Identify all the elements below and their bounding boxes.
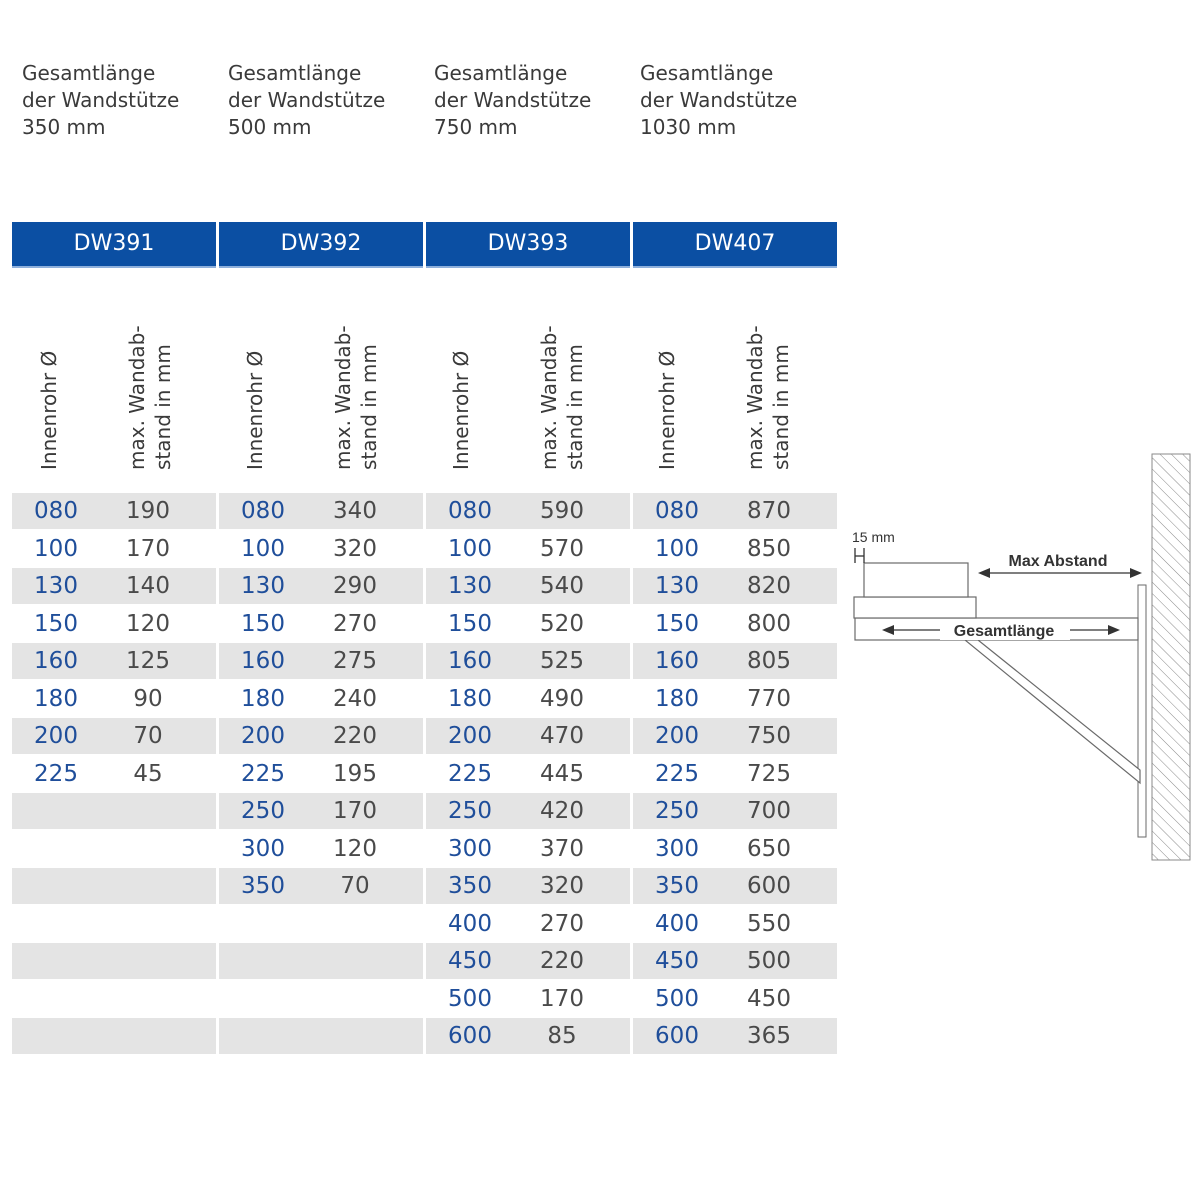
table-row: [12, 531, 216, 567]
diameter-cell: 600: [655, 1023, 699, 1049]
arrow-left-icon: [978, 568, 990, 578]
diameter-cell: 400: [655, 910, 699, 937]
distance-cell: 800: [747, 610, 791, 637]
distance-cell: 445: [540, 760, 584, 787]
diameter-cell: 200: [448, 723, 492, 749]
distance-cell: 600: [747, 873, 791, 899]
table-row: [12, 981, 216, 1017]
diameter-cell: 450: [655, 948, 699, 974]
label-diameter: Innenrohr Ø: [243, 350, 267, 470]
max-distance-label: Max Abstand: [1008, 553, 1108, 570]
diameter-cell: 200: [34, 723, 78, 749]
table-row: [12, 493, 216, 529]
label-distance: max. Wandab- stand in mm: [537, 325, 587, 470]
description-line: Gesamtlänge: [22, 61, 156, 85]
table-row: [633, 606, 837, 642]
distance-cell: 90: [133, 685, 163, 712]
table-row: [633, 943, 837, 979]
diameter-cell: 150: [655, 610, 699, 637]
table-row: [426, 643, 630, 679]
label-diameter: Innenrohr Ø: [655, 350, 679, 470]
table-row: [12, 568, 216, 604]
table-row: [12, 681, 216, 717]
distance-cell: 320: [540, 873, 584, 899]
table-row: [219, 531, 423, 567]
wall-plate: [1138, 585, 1146, 837]
description-line: der Wandstütze: [434, 88, 592, 112]
diameter-cell: 600: [448, 1023, 492, 1049]
table-row: [219, 643, 423, 679]
label-distance: max. Wandab- stand in mm: [125, 325, 175, 470]
description-line: Gesamtlänge: [228, 61, 362, 85]
diameter-cell: 160: [448, 648, 492, 674]
table-row: [633, 1018, 837, 1054]
distance-cell: 120: [126, 610, 170, 637]
header-dw393: DW393: [426, 222, 630, 268]
diameter-cell: 200: [241, 723, 285, 749]
distance-cell: 275: [333, 648, 377, 674]
diameter-cell: 180: [241, 685, 285, 712]
description-length: 350 mm: [22, 115, 106, 139]
table-row: [633, 756, 837, 792]
distance-cell: 490: [540, 685, 584, 712]
distance-cell: 270: [540, 910, 584, 937]
table-row: [219, 568, 423, 604]
description-line: Gesamtlänge: [640, 61, 774, 85]
distance-cell: 70: [133, 723, 163, 749]
distance-cell: 290: [333, 573, 377, 599]
label-diameter: Innenrohr Ø: [37, 350, 61, 470]
table-row: [426, 606, 630, 642]
distance-cell: 700: [747, 798, 791, 824]
description-line: Gesamtlänge: [434, 61, 568, 85]
distance-cell: 590: [540, 498, 584, 524]
distance-cell: 500: [747, 948, 791, 974]
distance-cell: 85: [547, 1023, 577, 1049]
pipe-base: [854, 597, 976, 618]
table-row: [426, 943, 630, 979]
table-row: [633, 643, 837, 679]
table-row: [426, 981, 630, 1017]
table-row: [633, 981, 837, 1017]
distance-cell: 750: [747, 723, 791, 749]
diameter-cell: 080: [241, 498, 285, 524]
table-row: [633, 906, 837, 942]
header-dw407: DW407: [633, 222, 837, 268]
distance-cell: 340: [333, 498, 377, 524]
diameter-cell: 100: [34, 535, 78, 562]
label-distance: max. Wandab- stand in mm: [331, 325, 381, 470]
distance-cell: 370: [540, 835, 584, 862]
distance-cell: 570: [540, 535, 584, 562]
table-row: [12, 606, 216, 642]
distance-cell: 45: [133, 760, 163, 787]
diameter-cell: 300: [241, 835, 285, 862]
table-row: [12, 643, 216, 679]
diameter-cell: 225: [448, 760, 492, 787]
wall-hatching: [1152, 454, 1190, 860]
diameter-cell: 225: [655, 760, 699, 787]
table-row: [633, 868, 837, 904]
diameter-cell: 100: [655, 535, 699, 562]
description-dw393: [434, 60, 634, 141]
label-diameter: Innenrohr Ø: [449, 350, 473, 470]
diameter-cell: 100: [241, 535, 285, 562]
table-row: [219, 981, 423, 1017]
diameter-cell: 100: [448, 535, 492, 562]
diameter-cell: 130: [34, 573, 78, 599]
distance-cell: 870: [747, 498, 791, 524]
diameter-cell: 160: [34, 648, 78, 674]
distance-cell: 470: [540, 723, 584, 749]
distance-cell: 170: [540, 985, 584, 1012]
diameter-cell: 130: [655, 573, 699, 599]
table-row: [219, 606, 423, 642]
distance-cell: 170: [126, 535, 170, 562]
table-row: [12, 943, 216, 979]
distance-cell: 650: [747, 835, 791, 862]
table-row: [12, 756, 216, 792]
table-row: [426, 756, 630, 792]
diameter-cell: 130: [241, 573, 285, 599]
table-row: [12, 1018, 216, 1054]
diameter-cell: 200: [655, 723, 699, 749]
distance-cell: 540: [540, 573, 584, 599]
table-row: [12, 868, 216, 904]
table-row: [426, 681, 630, 717]
diameter-cell: 150: [448, 610, 492, 637]
diagonal-strut: [965, 640, 1140, 783]
diameter-cell: 150: [241, 610, 285, 637]
table-row: [426, 531, 630, 567]
diameter-cell: 300: [448, 835, 492, 862]
table-row: [219, 943, 423, 979]
table-row: [426, 793, 630, 829]
diameter-cell: 160: [655, 648, 699, 674]
table-row: [12, 906, 216, 942]
distance-cell: 525: [540, 648, 584, 674]
distance-cell: 125: [126, 648, 170, 674]
distance-cell: 420: [540, 798, 584, 824]
table-row: [633, 793, 837, 829]
table-row: [426, 718, 630, 754]
description-length: 1030 mm: [640, 115, 737, 139]
table-row: [12, 718, 216, 754]
table-row: [219, 718, 423, 754]
offset-label: 15 mm: [852, 529, 895, 545]
diameter-cell: 080: [448, 498, 492, 524]
table-row: [219, 756, 423, 792]
table-row: [633, 568, 837, 604]
distance-cell: 170: [333, 798, 377, 824]
distance-cell: 140: [126, 573, 170, 599]
description-dw391: [22, 60, 222, 141]
arrow-right-icon: [1130, 568, 1142, 578]
distance-cell: 195: [333, 760, 377, 787]
distance-cell: 220: [540, 948, 584, 974]
header-dw391: DW391: [12, 222, 216, 268]
table-row: [219, 1018, 423, 1054]
table-row: [426, 906, 630, 942]
diameter-cell: 180: [34, 685, 78, 712]
distance-cell: 820: [747, 573, 791, 599]
description-length: 750 mm: [434, 115, 518, 139]
diameter-cell: 250: [655, 798, 699, 824]
diameter-cell: 350: [448, 873, 492, 899]
table-row: [633, 681, 837, 717]
diameter-cell: 250: [448, 798, 492, 824]
table-row: [633, 718, 837, 754]
diameter-cell: 150: [34, 610, 78, 637]
distance-cell: 120: [333, 835, 377, 862]
distance-cell: 320: [333, 535, 377, 562]
description-line: der Wandstütze: [228, 88, 386, 112]
table-row: [12, 831, 216, 867]
distance-cell: 805: [747, 648, 791, 674]
distance-cell: 240: [333, 685, 377, 712]
diameter-cell: 180: [655, 685, 699, 712]
length-label: Gesamtlänge: [953, 623, 1055, 640]
table-row: [426, 568, 630, 604]
table-row: [219, 681, 423, 717]
table-row: [219, 831, 423, 867]
diameter-cell: 080: [655, 498, 699, 524]
diameter-cell: 130: [448, 573, 492, 599]
label-distance: max. Wandab- stand in mm: [743, 325, 793, 470]
diameter-cell: 350: [655, 873, 699, 899]
distance-cell: 770: [747, 685, 791, 712]
description-dw392: [228, 60, 428, 141]
distance-cell: 850: [747, 535, 791, 562]
table-row: [219, 793, 423, 829]
diameter-cell: 500: [655, 985, 699, 1012]
table-row: [219, 868, 423, 904]
table-row: [219, 906, 423, 942]
description-dw407: [640, 60, 840, 141]
table-row: [426, 1018, 630, 1054]
description-line: der Wandstütze: [640, 88, 798, 112]
table-row: [12, 793, 216, 829]
description-length: 500 mm: [228, 115, 312, 139]
distance-cell: 550: [747, 910, 791, 937]
diameter-cell: 225: [241, 760, 285, 787]
diameter-cell: 450: [448, 948, 492, 974]
distance-cell: 520: [540, 610, 584, 637]
distance-cell: 365: [747, 1023, 791, 1049]
table-row: [633, 831, 837, 867]
table-row: [219, 493, 423, 529]
diameter-cell: 180: [448, 685, 492, 712]
table-row: [426, 831, 630, 867]
table-row: [426, 493, 630, 529]
wall-bracket-diagram: [840, 440, 1200, 870]
diameter-cell: 350: [241, 873, 285, 899]
diameter-cell: 080: [34, 498, 78, 524]
diameter-cell: 400: [448, 910, 492, 937]
description-line: der Wandstütze: [22, 88, 180, 112]
distance-cell: 190: [126, 498, 170, 524]
diameter-cell: 225: [34, 760, 78, 787]
table-row: [633, 531, 837, 567]
header-dw392: DW392: [219, 222, 423, 268]
diameter-cell: 300: [655, 835, 699, 862]
distance-cell: 725: [747, 760, 791, 787]
table-row: [633, 493, 837, 529]
distance-cell: 220: [333, 723, 377, 749]
diameter-cell: 250: [241, 798, 285, 824]
distance-cell: 450: [747, 985, 791, 1012]
pipe-body: [864, 563, 968, 597]
distance-cell: 270: [333, 610, 377, 637]
diameter-cell: 160: [241, 648, 285, 674]
table-row: [426, 868, 630, 904]
diameter-cell: 500: [448, 985, 492, 1012]
distance-cell: 70: [340, 873, 370, 899]
